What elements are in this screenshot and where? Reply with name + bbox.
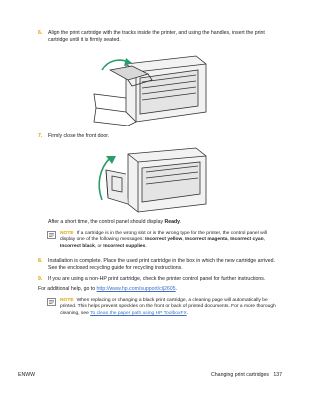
note-label: NOTE xyxy=(60,298,74,303)
additional-help xyxy=(38,286,283,293)
step-number: 6. xyxy=(38,30,43,36)
note-text: When replacing or changing a black print cartridge, a cleaning page will automatically be printed. This helps prevent speckles on the front or back of printed documents. For a more thorough cleaning, see xyxy=(60,298,276,316)
step-9 xyxy=(38,276,280,283)
close-door-illustration xyxy=(88,144,213,216)
clean-paper-path-link[interactable]: To clean the paper path using HP ToolboxFX xyxy=(90,310,187,316)
note-cleaning-page xyxy=(60,298,282,317)
note-icon xyxy=(47,298,56,306)
sep: , xyxy=(182,237,186,243)
ready-message-text xyxy=(48,219,280,226)
msg-incorrect-magenta: Incorrect magenta xyxy=(185,237,228,243)
after-pre: After a short time, the control panel should display xyxy=(48,219,165,225)
note-end: . xyxy=(186,310,189,316)
msg-incorrect-supplies: Incorrect supplies xyxy=(103,243,146,249)
note-end: . xyxy=(145,243,147,249)
note-text: If a cartridge is in the wrong slot or is the wrong type for the printer, the control panel will display one of the following messages: xyxy=(60,231,267,243)
msg-incorrect-black: Incorrect black xyxy=(60,243,95,249)
step-7 xyxy=(38,133,280,140)
step-8 xyxy=(38,258,280,271)
note-icon xyxy=(47,231,56,239)
msg-incorrect-yellow: Incorrect yellow xyxy=(145,237,183,243)
help-end: . xyxy=(175,286,178,292)
sep: , xyxy=(263,237,265,243)
cartridge-insertion-illustration xyxy=(88,50,213,126)
msg-incorrect-cyan: Incorrect cyan xyxy=(230,237,264,243)
footer-left: ENWW xyxy=(18,372,35,378)
step-number: 9. xyxy=(38,276,43,282)
after-post: . xyxy=(180,219,182,225)
ready-bold: Ready xyxy=(164,219,181,225)
sep: , or xyxy=(94,243,104,249)
step-number: 7. xyxy=(38,133,43,139)
step-number: 8. xyxy=(38,258,43,264)
sep: , xyxy=(227,237,231,243)
help-text: For additional help, go to xyxy=(38,286,97,292)
footer-right: Changing print cartridges 137 xyxy=(211,372,282,378)
step-text: Firmly close the front door. xyxy=(48,133,110,139)
note-wrong-cartridge xyxy=(60,231,282,250)
page-footer xyxy=(18,372,282,380)
step-text: Installation is complete. Place the used print cartridge in the box in which the new cartridge arrived. See the enclosed recycling guide for recycling instructions. xyxy=(48,258,275,271)
step-text: If you are using a non-HP print cartridge, check the printer control panel for further instructions. xyxy=(48,276,266,282)
note-label: NOTE xyxy=(60,231,74,236)
step-text: Align the print cartridge with the tracks inside the printer, and using the handles, insert the print cartridge until it is firmly seated. xyxy=(48,30,265,43)
support-link[interactable]: http://www.hp.com/support/clj2605 xyxy=(96,286,176,292)
step-6 xyxy=(38,30,280,43)
